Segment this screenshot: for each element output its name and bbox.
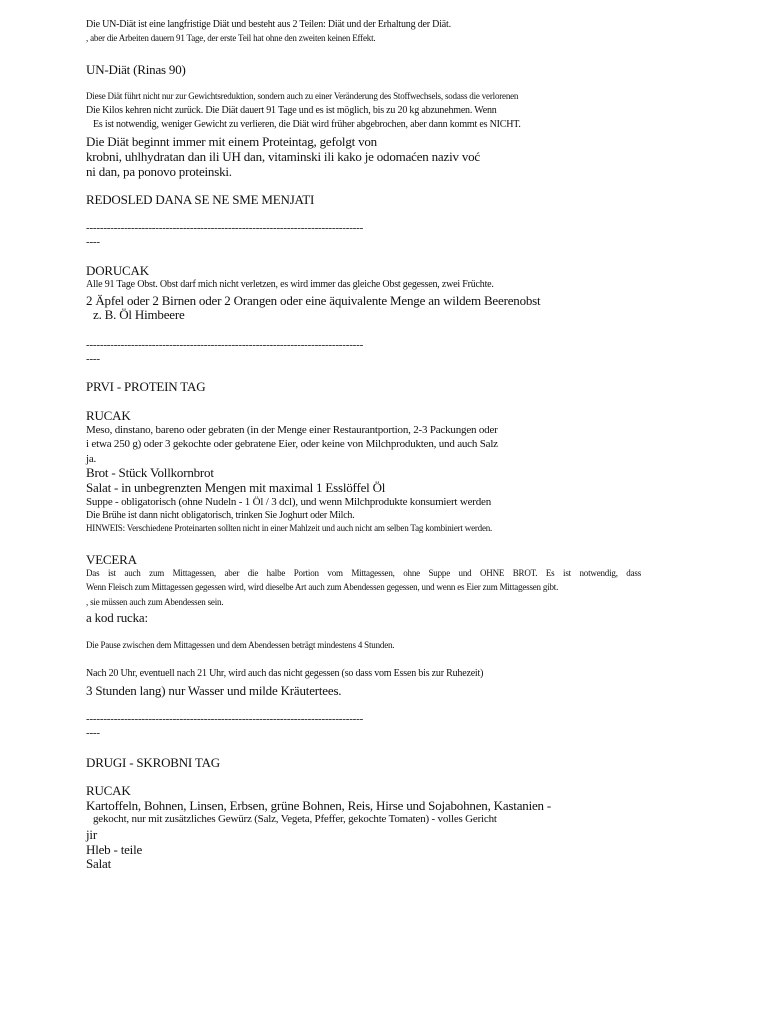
section-heading-drugi-skrobni-tag: DRUGI - SKROBNI TAG [86, 755, 220, 770]
section-heading-un-diat: UN-Diät (Rinas 90) [86, 62, 186, 77]
description-line-5: krobni, uhlhydratan dan ili UH dan, vitaminski ili kako je odomaćen naziv voć [86, 149, 481, 164]
intro-line-1: Die UN-Diät ist eine langfristige Diät und besteht aus 2 Teilen: Diät und der Erhaltung der Diät. [86, 19, 451, 30]
rucak2-line-4: Hleb - teile [86, 842, 143, 857]
rucak-line-6: Suppe - obligatorisch (ohne Nudeln - 1 Öl / 3 dcl), und wenn Milchprodukte konsumiert werden [86, 496, 492, 508]
description-line-1: Diese Diät führt nicht nur zur Gewichtsreduktion, sondern auch zu einer Veränderung des Stoffwechsels, sodass die verlorenen [86, 91, 519, 101]
rucak2-line-2: gekocht, nur mit zusätzliches Gewürz (Salz, Vegeta, Pfeffer, gekochte Tomaten) - volles Gericht [93, 813, 497, 825]
vecera-line-2: Wenn Fleisch zum Mittagessen gegessen wird, wird dieselbe Art auch zum Abendessen gegessen, und wenn es Eier zum Mittagessen gibt. [86, 582, 559, 592]
evening-line-2: 3 Stunden lang) nur Wasser und milde Kräutertees. [86, 683, 342, 698]
divider-line: -------------------------------------------------------------------------------- [86, 713, 364, 725]
divider-line-end: ---- [86, 727, 100, 739]
rucak-note: HINWEIS: Verschiedene Proteinarten sollten nicht in einer Mahlzeit und auch nicht am selben Tag kombiniert werden. [86, 523, 493, 533]
subheading-rucak: RUCAK [86, 408, 131, 423]
section-heading-prvi-protein-tag: PRVI - PROTEIN TAG [86, 379, 206, 394]
rucak-line-4: Brot - Stück Vollkornbrot [86, 465, 214, 480]
dorucak-line-3: z. B. Öl Himbeere [93, 307, 185, 322]
dorucak-line-2: 2 Äpfel oder 2 Birnen oder 2 Orangen oder eine äquivalente Menge an wildem Beerenobst [86, 293, 541, 308]
subheading-vecera: VECERA [86, 552, 137, 567]
evening-line-1: Nach 20 Uhr, eventuell nach 21 Uhr, wird auch das nicht gegessen (so dass vom Essen bis zur Ruhezeit) [86, 668, 484, 679]
section-heading-order: REDOSLED DANA SE NE SME MENJATI [86, 192, 315, 207]
rucak2-line-5: Salat [86, 856, 111, 871]
rucak-line-2: i etwa 250 g) oder 3 gekochte oder gebratene Eier, oder keine von Milchprodukten, und auch Salz [86, 438, 498, 450]
description-line-2: Die Kilos kehren nicht zurück. Die Diät dauert 91 Tage und es ist möglich, bis zu 20 kg abzunehmen. Wenn [86, 105, 497, 116]
intro-line-2: , aber die Arbeiten dauern 91 Tage, der erste Teil hat ohne den zweiten keinen Effekt. [86, 33, 376, 43]
section-heading-dorucak: DORUCAK [86, 263, 149, 278]
rucak2-line-3: jir [86, 827, 97, 842]
description-line-3: Es ist notwendig, weniger Gewicht zu verlieren, die Diät wird früher abgebrochen, aber dann kommt es NICHT. [93, 119, 521, 130]
description-line-4: Die Diät beginnt immer mit einem Proteintag, gefolgt von [86, 134, 377, 149]
divider-line-end: ---- [86, 236, 100, 248]
rucak-line-7: Die Brühe ist dann nicht obligatorisch, trinken Sie Joghurt oder Milch. [86, 510, 355, 521]
rucak-line-5: Salat - in unbegrenzten Mengen mit maximal 1 Esslöffel Öl [86, 480, 386, 495]
rucak2-line-1: Kartoffeln, Bohnen, Linsen, Erbsen, grüne Bohnen, Reis, Hirse und Sojabohnen, Kastanien - [86, 798, 552, 813]
rucak-line-1: Meso, dinstano, bareno oder gebraten (in der Menge einer Restaurantportion, 2-3 Packungen oder [86, 424, 498, 436]
dorucak-line-1: Alle 91 Tage Obst. Obst darf mich nicht verletzen, es wird immer das gleiche Obst gegessen, zwei Früchte. [86, 279, 494, 290]
vecera-line-4: a kod rucka: [86, 610, 148, 625]
rucak-line-3: ja. [86, 453, 97, 465]
vecera-line-1: Das ist auch zum Mittagessen, aber die halbe Portion vom Mittagessen, ohne Suppe und OHNE BROT. Es ist notwendig, dass [86, 568, 641, 578]
vecera-line-3: , sie müssen auch zum Abendessen sein. [86, 597, 224, 607]
divider-line: -------------------------------------------------------------------------------- [86, 339, 364, 351]
divider-line: -------------------------------------------------------------------------------- [86, 222, 364, 234]
divider-line-end: ---- [86, 353, 100, 365]
subheading-rucak-2: RUCAK [86, 783, 131, 798]
description-line-6: ni dan, pa ponovo proteinski. [86, 164, 232, 179]
vecera-line-5: Die Pause zwischen dem Mittagessen und dem Abendessen beträgt mindestens 4 Stunden. [86, 640, 395, 650]
